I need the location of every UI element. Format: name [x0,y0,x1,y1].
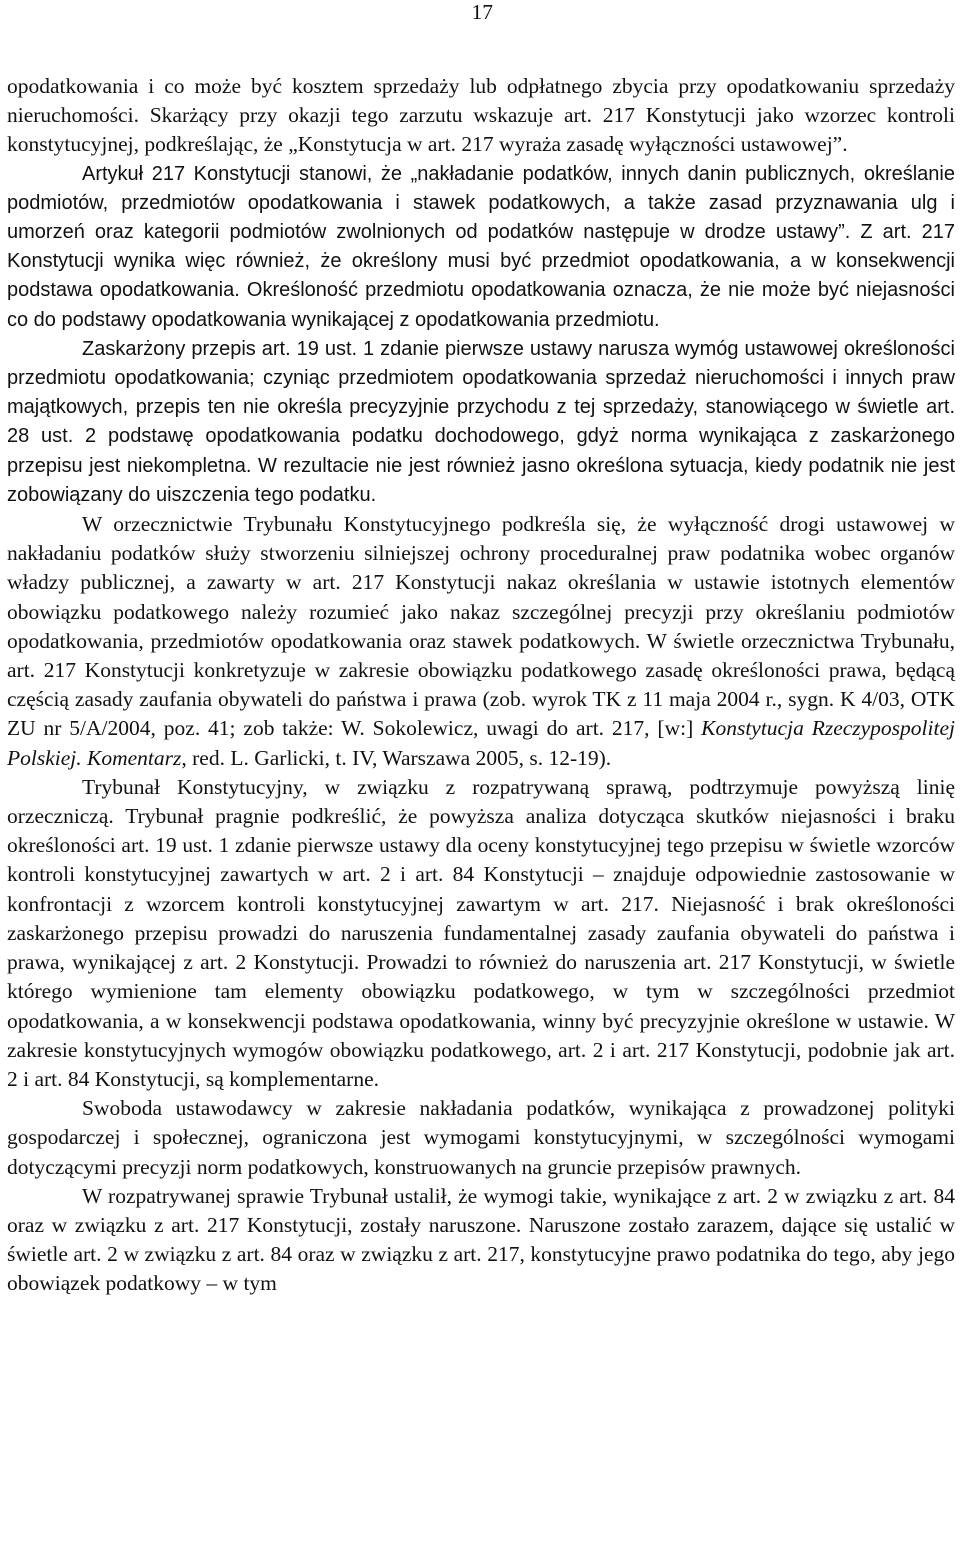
paragraph-4-text-b: , red. L. Garlicki, t. IV, Warszawa 2005, s. 12-19). [181,745,612,770]
paragraph-3: Zaskarżony przepis art. 19 ust. 1 zdanie pierwsze ustawy narusza wymóg ustawowej określoności przedmiotu opodatkowania; czyniąc przedmiotem opodatkowania sprzedaż nieruchomości i innych praw majątkowych, przepis ten nie określa precyzyjnie przychodu z tej sprzedaży, stanowiącego w świetle art. 28 ust. 2 podstawę opodatkowania podatku dochodowego, gdyż norma wynikająca z zaskarżonego przepisu jest niekompletna. W rezultacie nie jest również jasno określona sytuacja, kiedy podatnik nie jest zobowiązany do uiszczenia tego podatku. [7,337,955,506]
paragraph-5: Trybunał Konstytucyjny, w związku z rozpatrywaną sprawą, podtrzymuje powyższą linię orzeczniczą. Trybunał pragnie podkreślić, że powyższa analiza dotycząca skutków niejasności i braku określoności art. 19 ust. 1 zdanie pierwsze ustawy dla oceny konstytucyjnej tego przepisu w świetle wzorców kontroli konstytucyjnej zawartych w art. 2 i art. 84 Konstytucji – znajduje odpowiednie zastosowanie w konfrontacji z wzorcem kontroli konstytucyjnej zawartym w art. 217. Niejasność i brak określoności zaskarżonego przepisu prowadzi do naruszenia fundamentalnej zasady zaufania obywateli do państwa i prawa, wynikającej z art. 2 Konstytucji. Prowadzi to również do naruszenia art. 217 Konstytucji, w świetle którego wymienione tam elementy obowiązku podatkowego, w tym w szczególności przedmiot opodatkowania, a w konsekwencji podstawa opodatkowania, winny być precyzyjnie określone w ustawie. W zakresie konstytucyjnych wymogów obowiązku podatkowego, art. 2 i art. 217 Konstytucji, podobnie jak art. 2 i art. 84 Konstytucji, są komplementarne. [7,774,955,1091]
paragraph-6: Swoboda ustawodawcy w zakresie nakładania podatków, wynikająca z prowadzonej polityki gospodarczej i społecznej, ograniczona jest wymogami konstytucyjnymi, w szczególności wymogami dotyczącymi precyzji norm podatkowych, konstruowanych na gruncie przepisów prawnych. [7,1096,955,1179]
paragraph-4 [7,510,955,773]
paragraph-7: W rozpatrywanej sprawie Trybunał ustalił, że wymogi takie, wynikające z art. 2 w związku z art. 84 oraz w związku z art. 217 Konstytucji, zostały naruszone. Naruszone zostało zarazem, dające się ustalić w świetle art. 2 w związku z art. 84 oraz w związku z art. 217, konstytucyjne prawo podatnika do tego, aby jego obowiązek podatkowy – w tym [7,1183,955,1296]
paragraph-2: Artykuł 217 Konstytucji stanowi, że „nakładanie podatków, innych danin publicznych, określanie podmiotów, przedmiotów opodatkowania i stawek podatkowych, a także zasad przyznawania ulg i umorzeń oraz kategorii podmiotów zwolnionych od podatków następuje w drodze ustawy”. Z art. 217 Konstytucji wynika więc również, że określony musi być przedmiot opodatkowania, a w konsekwencji podstawa opodatkowania. Określoność przedmiotu opodatkowania oznacza, że nie może być niejasności co do podstawy opodatkowania wynikającej z opodatkowania przedmiotu. [7,162,955,331]
page-number: 17 [471,0,493,24]
paragraph-4-text-a: W orzecznictwie Trybunału Konstytucyjnego podkreśla się, że wyłączność drogi ustawowej w nakładaniu podatków służy stworzeniu silniejszej ochrony proceduralnej praw podatnika wobec organów władzy publicznej, a zawarty w art. 217 Konstytucji nakaz określania w ustawie istotnych elementów obowiązku podatkowego należy rozumieć jako nakaz szczególnej precyzji przy określaniu podmiotów opodatkowania, przedmiotów opodatkowania oraz stawek podatkowych. W świetle orzecznictwa Trybunału, art. 217 Konstytucji konkretyzuje w zakresie obowiązku podatkowego zasadę określoności prawa, będącą częścią zasady zaufania obywateli do państwa i prawa (zob. wyrok TK z 11 maja 2004 r., sygn. K 4/03, OTK ZU nr 5/A/2004, poz. 41; zob także: W. Sokolewicz, uwagi do art. 217, [w:] [7,512,955,741]
paragraph-4-italic-title: Konstytucja Rzeczypospolitej Polskiej. Komentarz [7,716,955,770]
document-body [7,72,955,1299]
paragraph-1: opodatkowania i co może być kosztem sprzedaży lub odpłatnego zbycia przy opodatkowaniu sprzedaży nieruchomości. Skarżący przy okazji tego zarzutu wskazuje art. 217 Konstytucji jako wzorzec kontroli konstytucyjnej, podkreślając, że „Konstytucja w art. 217 wyraża zasadę wyłączności ustawowej”. [7,74,955,157]
